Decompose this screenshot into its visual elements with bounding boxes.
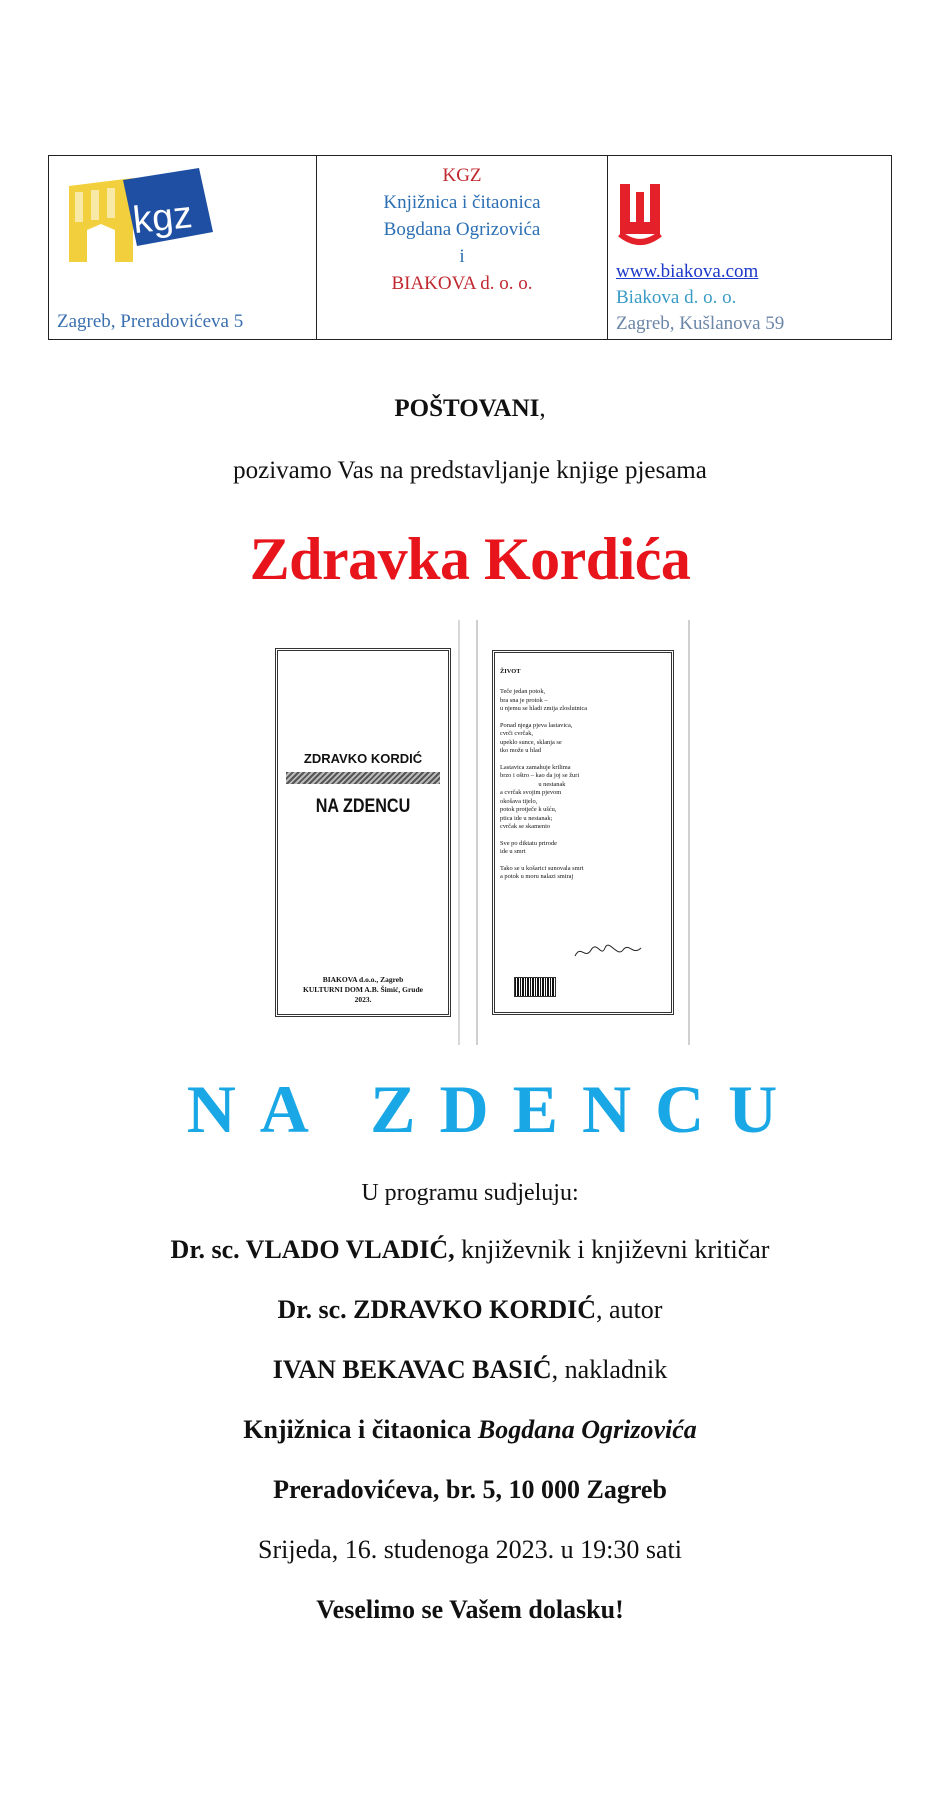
greeting <box>0 395 940 423</box>
book-cover-image <box>268 620 688 1045</box>
header-table <box>48 155 892 340</box>
book-front-cover <box>268 620 458 1045</box>
participant-kordic <box>0 1295 940 1325</box>
venue-address: Preradovićeva, br. 5, 10 000 Zagreb <box>273 1475 667 1504</box>
cover-ornament <box>286 772 440 784</box>
participant-vladic-role: književnik i književni kritičar <box>454 1235 770 1264</box>
barcode-icon <box>514 977 556 997</box>
cover-title: NA ZDENCU <box>315 796 411 817</box>
main-title: NA ZDENCU <box>186 1071 802 1147</box>
closing-line: Veselimo se Vašem dolasku! <box>316 1595 624 1624</box>
kgz-logo-text: kgz <box>130 194 195 243</box>
cover-author: ZDRAVKO KORDIĆ <box>303 751 423 766</box>
org-biakova: BIAKOVA d. o. o. <box>391 273 533 294</box>
participant-vladic <box>0 1235 940 1265</box>
book-back-cover <box>478 620 690 1045</box>
venue-italic: Bogdana Ogrizovića <box>477 1415 697 1444</box>
venue-plain: Knjižnica i čitaonica <box>243 1415 478 1444</box>
program-intro: U programu sudjeluju: <box>361 1180 579 1206</box>
kgz-address: Zagreb, Preradovićeva 5 <box>57 311 244 332</box>
author-signature <box>573 942 643 962</box>
biakova-cell <box>607 156 891 339</box>
cover-publisher-line1: BIAKOVA d.o.o., Zagreb <box>322 975 404 984</box>
participant-basic-role: , nakladnik <box>551 1355 668 1384</box>
greeting-comma: , <box>539 395 546 422</box>
biakova-address: Zagreb, Kušlanova 59 <box>616 313 785 334</box>
cover-publisher-year: 2023. <box>354 995 372 1004</box>
cover-publisher-line2: KULTURNI DOM A.B. Šimić, Grude <box>303 985 423 994</box>
poem-text: Teče jedan potok, bra sna je protok – u njemu se hladi zmija zloslutnica Ponad njega pjeva lastavica, cvrči cvrčak, upeklo sunce, sklanja se tko može u hlad Lastavica zamahuje krilima brzo i oštro – kao da joj se žuri u nestanak a cvrčak svojim pjevom okošava tijelo, potok protječe k ušću, ptica ide u nestanak; cvrčak se skamenio Sve po diktatu prirode ide u smrt Tako se u košarici sunovala smrt a potok u moru nalazi smiraj <box>500 688 588 881</box>
kgz-cell <box>49 156 316 339</box>
biakova-logo <box>616 184 664 246</box>
participant-basic-name: IVAN BEKAVAC BASIĆ <box>272 1355 552 1384</box>
biakova-company: Biakova d. o. o. <box>616 287 737 308</box>
author-name: Zdravka Kordića <box>249 526 691 592</box>
participant-kordic-name: Dr. sc. ZDRAVKO KORDIĆ <box>277 1295 597 1324</box>
venue <box>0 1415 940 1445</box>
invite-line: pozivamo Vas na predstavljanje knjige pjesama <box>233 457 707 484</box>
kgz-logo <box>63 168 213 268</box>
poem-title: ŽIVOT <box>500 668 521 675</box>
greeting-word: POŠTOVANI <box>394 395 540 422</box>
organizers-cell <box>316 156 607 339</box>
org-conjunction: i <box>459 246 465 267</box>
org-kgz: KGZ <box>442 165 482 186</box>
org-library: Knjižnica i čitaonica <box>383 192 541 213</box>
participant-vladic-name: Dr. sc. VLADO VLADIĆ, <box>170 1235 455 1264</box>
event-datetime: Srijeda, 16. studenoga 2023. u 19:30 sati <box>258 1535 682 1564</box>
biakova-link[interactable]: www.biakova.com <box>616 261 759 282</box>
participant-basic <box>0 1355 940 1385</box>
org-library-name: Bogdana Ogrizovića <box>383 219 541 240</box>
back-poem-block <box>500 668 668 882</box>
participant-kordic-role: , autor <box>596 1295 663 1324</box>
cover-publisher <box>268 975 458 1005</box>
